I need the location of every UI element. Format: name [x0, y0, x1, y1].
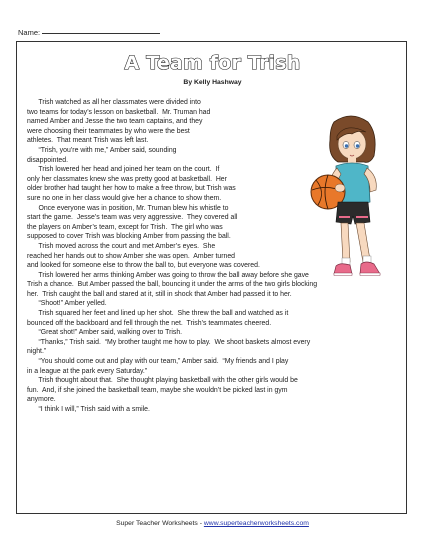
story-line: night.” — [27, 348, 47, 356]
story-line: athletes. That meant Trish was left last. — [27, 137, 149, 145]
footer-site-name: Super Teacher Worksheets — [116, 520, 198, 527]
name-blank-line — [42, 33, 160, 34]
story-line: Trish a chance. But Amber passed the ball, bouncing it under the arms of the two girls blocking — [27, 281, 318, 289]
story-line: named Amber and Jesse the two team captains, and they — [27, 118, 203, 126]
story-line: disappointed. — [27, 156, 68, 164]
story-line: “Thanks,” Trish said. “My brother taught me how to play. We shoot baskets almost every — [27, 338, 311, 346]
story-line: start the game. Jesse’s team was very aggressive. They covered all — [27, 214, 238, 222]
story-line: two teams for today’s lesson on basketball. Mr. Truman had — [27, 108, 211, 116]
story-line: supposed to cover Trish was blocking Amber from passing the ball. — [27, 233, 231, 241]
story-byline: By Kelly Hashway — [183, 79, 242, 86]
story-line: fun. And, if she joined the basketball team, maybe she wouldn’t be picked last in gym — [27, 386, 288, 394]
story-line: Trish lowered her arms thinking Amber was going to throw the ball away before she gave — [27, 271, 309, 279]
story-line: Trish squared her feet and lined up her shot. She threw the ball and watched as it — [27, 310, 289, 318]
story-line: only her classmates knew she was pretty good at basketball. Her — [27, 175, 227, 183]
story-line: reached her hands out to show Amber she was open. Amber turned — [27, 252, 235, 260]
story-line: Once everyone was in position, Mr. Truman blew his whistle to — [27, 204, 229, 212]
footer-url-link[interactable]: www.superteacherworksheets.com — [203, 520, 309, 527]
footer-separator: - — [199, 520, 202, 527]
story-line: older brother had taught her how to make a free throw, but Trish was — [27, 185, 236, 193]
page-footer — [0, 520, 425, 527]
story-line: the players on Amber’s team, except for Trish. The girl who was — [27, 223, 223, 231]
story-line: Trish moved across the court and met Amber’s eyes. She — [27, 242, 216, 250]
story-line: her. Trish caught the ball and stared at it, still in shock that Amber had passed it to her. — [27, 290, 292, 298]
story-line: “I think I will,” Trish said with a smile. — [27, 406, 150, 413]
story-line: in a league at the park every Saturday.” — [27, 367, 148, 375]
story-line: anymore. — [27, 396, 56, 404]
story-title: A Team for Trish — [124, 52, 301, 74]
story-line: “Great shot!” Amber said, walking over to Trish. — [27, 329, 183, 337]
story-line: sure no one in her class would give her a chance to show them. — [27, 194, 222, 202]
story-line: “Shoot!” Amber yelled. — [27, 300, 107, 308]
story-line: “You should come out and play with our team,” Amber said. “My friends and I play — [27, 358, 289, 366]
name-field — [18, 28, 160, 37]
basketball-girl-illustration — [306, 112, 396, 290]
story-line: Trish lowered her head and joined her team on the court. If — [27, 166, 220, 174]
story-line: “Trish, you’re with me,” Amber said, sounding — [27, 146, 177, 154]
name-label: Name: — [18, 28, 41, 37]
story-line: Trish watched as all her classmates were divided into — [27, 99, 201, 106]
story-line: and looked for someone else to throw the ball to, but everyone was covered. — [27, 262, 260, 270]
story-line: were choosing their teammates by who were the best — [27, 127, 190, 135]
story-line: bounced off the backboard and fell through the net. Trish’s teammates cheered. — [27, 319, 272, 327]
story-line: Trish thought about that. She thought playing basketball with the other girls would be — [27, 377, 298, 385]
